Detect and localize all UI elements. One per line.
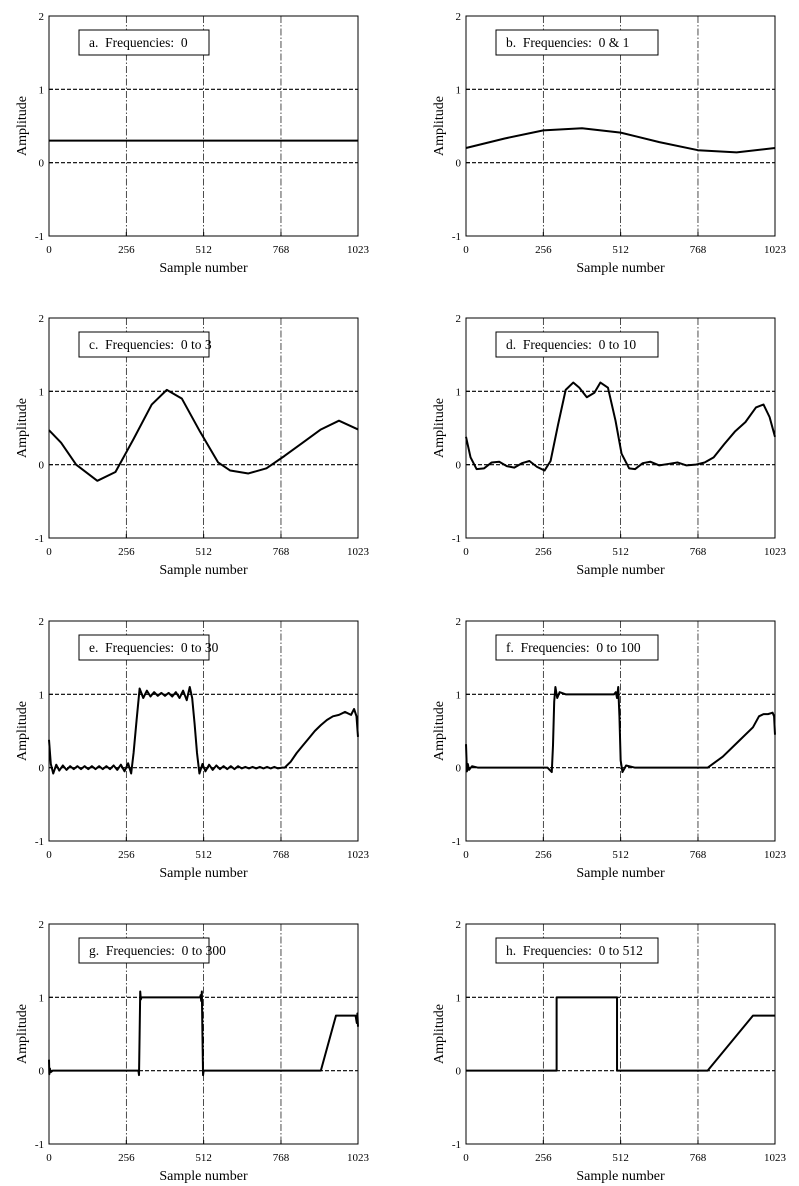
y-tick-label: -1 xyxy=(451,836,461,848)
x-axis-label: Sample number xyxy=(576,261,665,276)
x-tick-label: 768 xyxy=(272,546,290,558)
y-tick-label: 2 xyxy=(455,616,461,628)
panel-title: a. Frequencies: 0 xyxy=(89,35,188,50)
x-tick-label: 0 xyxy=(463,546,469,558)
x-tick-label: 0 xyxy=(46,546,52,558)
x-tick-label: 256 xyxy=(118,244,135,256)
y-tick-label: 2 xyxy=(38,11,44,23)
y-tick-label: 0 xyxy=(455,1065,461,1078)
panel-title: h. Frequencies: 0 to 512 xyxy=(506,943,643,958)
y-axis-label: Amplitude xyxy=(432,701,447,761)
x-tick-label: 1023 xyxy=(347,1152,369,1164)
y-tick-label: -1 xyxy=(34,1139,44,1151)
x-tick-label: 768 xyxy=(272,244,290,256)
y-tick-label: 2 xyxy=(455,919,461,931)
y-tick-label: 2 xyxy=(455,11,461,23)
y-tick-label: 1 xyxy=(38,84,44,97)
y-tick-label: -1 xyxy=(34,231,44,243)
x-tick-label: 1023 xyxy=(347,546,369,558)
chart-panel-f xyxy=(432,616,787,881)
y-axis-label: Amplitude xyxy=(15,96,30,156)
x-tick-label: 0 xyxy=(463,1152,469,1164)
y-tick-label: 1 xyxy=(455,84,461,97)
x-tick-label: 512 xyxy=(195,1152,212,1164)
x-tick-label: 256 xyxy=(118,1152,135,1164)
x-tick-label: 512 xyxy=(612,849,629,861)
y-axis-label: Amplitude xyxy=(15,398,30,458)
y-tick-label: 2 xyxy=(455,313,461,325)
x-tick-label: 256 xyxy=(535,546,552,558)
chart-panel-b xyxy=(432,11,787,276)
signal-line-b xyxy=(466,128,775,152)
y-axis-label: Amplitude xyxy=(15,1004,30,1064)
y-tick-label: -1 xyxy=(451,231,461,243)
y-tick-label: -1 xyxy=(34,836,44,848)
chart-panel-d xyxy=(432,313,787,578)
x-tick-label: 768 xyxy=(689,1152,707,1164)
x-tick-label: 1023 xyxy=(347,849,369,861)
x-tick-label: 1023 xyxy=(764,1152,786,1164)
panel-title: c. Frequencies: 0 to 3 xyxy=(89,337,212,352)
x-tick-label: 0 xyxy=(463,849,469,861)
y-axis-label: Amplitude xyxy=(432,398,447,458)
x-tick-label: 0 xyxy=(463,244,469,256)
x-tick-label: 512 xyxy=(195,849,212,861)
x-tick-label: 512 xyxy=(612,1152,629,1164)
y-tick-label: -1 xyxy=(34,533,44,545)
x-axis-label: Sample number xyxy=(159,1169,248,1184)
y-tick-label: 0 xyxy=(455,459,461,472)
x-tick-label: 256 xyxy=(535,1152,552,1164)
x-axis-label: Sample number xyxy=(159,866,248,881)
x-tick-label: 1023 xyxy=(347,244,369,256)
y-tick-label: 2 xyxy=(38,919,44,931)
x-tick-label: 0 xyxy=(46,244,52,256)
y-tick-label: 1 xyxy=(38,689,44,702)
y-tick-label: 1 xyxy=(455,992,461,1005)
chart-panel-e xyxy=(15,616,370,881)
x-tick-label: 1023 xyxy=(764,849,786,861)
panel-title: e. Frequencies: 0 to 30 xyxy=(89,640,219,655)
y-tick-label: 0 xyxy=(38,157,44,170)
y-tick-label: 1 xyxy=(455,386,461,399)
x-axis-label: Sample number xyxy=(576,1169,665,1184)
y-axis-label: Amplitude xyxy=(432,1004,447,1064)
x-tick-label: 768 xyxy=(272,1152,290,1164)
x-tick-label: 512 xyxy=(195,244,212,256)
x-tick-label: 768 xyxy=(689,244,707,256)
x-tick-label: 256 xyxy=(535,849,552,861)
x-tick-label: 768 xyxy=(689,546,707,558)
y-tick-label: -1 xyxy=(451,533,461,545)
x-tick-label: 0 xyxy=(46,1152,52,1164)
x-tick-label: 256 xyxy=(118,849,135,861)
chart-panel-h xyxy=(432,919,787,1184)
y-tick-label: 2 xyxy=(38,313,44,325)
x-tick-label: 512 xyxy=(612,546,629,558)
x-tick-label: 256 xyxy=(118,546,135,558)
x-tick-label: 1023 xyxy=(764,546,786,558)
x-axis-label: Sample number xyxy=(576,563,665,578)
x-tick-label: 768 xyxy=(272,849,290,861)
y-tick-label: 0 xyxy=(38,459,44,472)
y-tick-label: 0 xyxy=(455,157,461,170)
x-axis-label: Sample number xyxy=(159,261,248,276)
y-tick-label: 0 xyxy=(38,762,44,775)
y-tick-label: -1 xyxy=(451,1139,461,1151)
x-tick-label: 512 xyxy=(612,244,629,256)
y-axis-label: Amplitude xyxy=(432,96,447,156)
y-tick-label: 2 xyxy=(38,616,44,628)
y-axis-label: Amplitude xyxy=(15,701,30,761)
y-tick-label: 1 xyxy=(455,689,461,702)
panel-title: g. Frequencies: 0 to 300 xyxy=(89,943,226,958)
y-tick-label: 0 xyxy=(38,1065,44,1078)
x-tick-label: 0 xyxy=(46,849,52,861)
x-tick-label: 256 xyxy=(535,244,552,256)
x-axis-label: Sample number xyxy=(159,563,248,578)
chart-panel-c xyxy=(15,313,370,578)
x-tick-label: 1023 xyxy=(764,244,786,256)
chart-panel-g xyxy=(15,919,370,1184)
panel-title: d. Frequencies: 0 to 10 xyxy=(506,337,637,352)
panel-title: f. Frequencies: 0 to 100 xyxy=(506,640,641,655)
y-tick-label: 1 xyxy=(38,386,44,399)
x-tick-label: 768 xyxy=(689,849,707,861)
y-tick-label: 0 xyxy=(455,762,461,775)
panel-title: b. Frequencies: 0 & 1 xyxy=(506,35,630,50)
x-axis-label: Sample number xyxy=(576,866,665,881)
y-tick-label: 1 xyxy=(38,992,44,1005)
chart-panel-a xyxy=(15,11,370,276)
x-tick-label: 512 xyxy=(195,546,212,558)
